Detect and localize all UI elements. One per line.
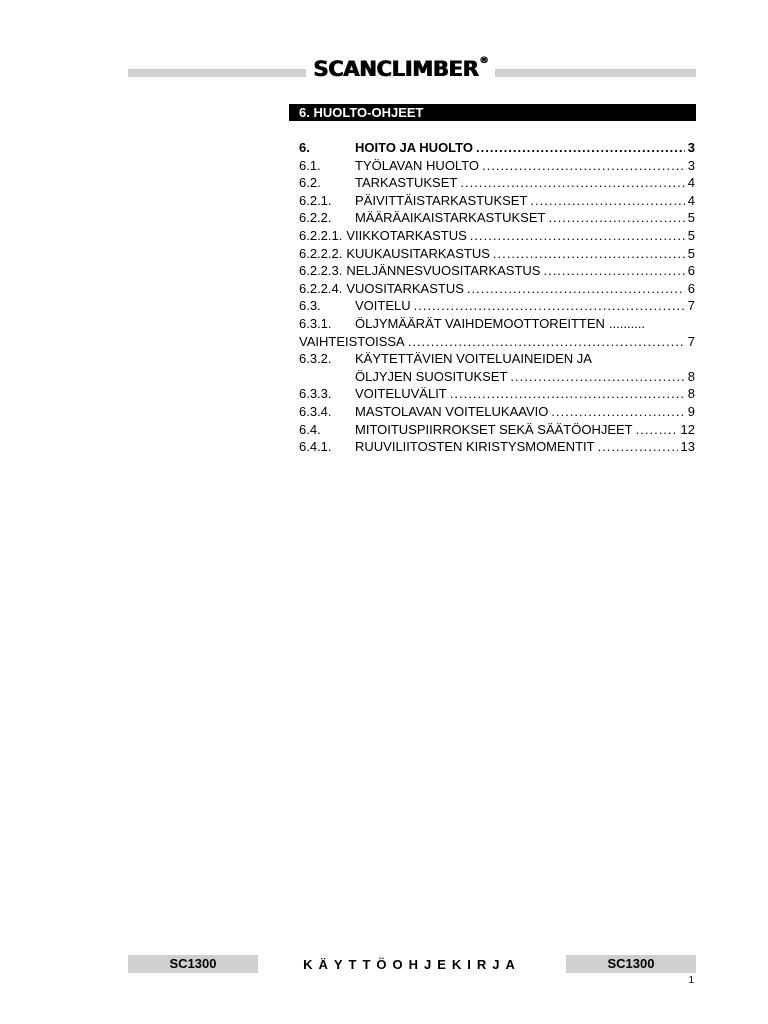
toc-entry-number: 6.4.1.: [299, 439, 332, 455]
toc-entry[interactable]: [299, 334, 695, 352]
toc-entry-number: 6.3.4.: [299, 403, 332, 419]
toc-entry-title: VAIHTEISTOISSA: [299, 333, 405, 349]
toc-leader-dots: [598, 439, 678, 454]
toc-entry-number: 6.2.2.4.: [299, 280, 343, 296]
toc-entry-page: 8: [687, 386, 695, 402]
toc-entry-number: 6.2.2.1.: [299, 227, 343, 243]
toc-leader-dots: [408, 334, 685, 349]
toc-leader-dots: [470, 228, 685, 243]
toc-entry-number: 6.: [299, 140, 310, 155]
scanclimber-logo: [306, 54, 495, 84]
toc-entry-number: 6.1.: [299, 157, 321, 173]
toc-entry[interactable]: [299, 386, 695, 404]
toc-entry-title: NELJÄNNESVUOSITARKASTUS: [346, 263, 541, 279]
toc-entry-page: 7: [687, 298, 695, 314]
toc-leader-dots: [636, 422, 678, 437]
toc-entry[interactable]: [299, 422, 695, 440]
toc-entry-page: 4: [687, 175, 695, 191]
registered-mark: ®: [479, 56, 488, 66]
toc-leader-dots: [548, 210, 684, 225]
toc-entry-title: KÄYTETTÄVIEN VOITELUAINEIDEN JA: [355, 351, 592, 367]
toc-entry-number: 6.3.1.: [299, 315, 332, 331]
toc-leader-dots: [482, 158, 685, 173]
toc-entry-number: 6.2.2.: [299, 210, 332, 226]
toc-entry[interactable]: [299, 228, 695, 246]
toc-entry-title: VOITELUVÄLIT: [355, 386, 447, 402]
toc-entry-title: RUUVILIITOSTEN KIRISTYSMOMENTIT: [355, 439, 595, 455]
toc-leader-dots: [543, 263, 684, 278]
toc-leader-dots: [460, 175, 684, 190]
toc-entry-title: MASTOLAVAN VOITELUKAAVIO: [355, 403, 549, 419]
toc-entry-number: 6.2.2.3.: [299, 263, 343, 279]
toc-entry-page: 3: [687, 140, 695, 155]
toc-entry-number: 6.2.2.2.: [299, 245, 343, 261]
toc-entry[interactable]: [299, 175, 695, 193]
toc-entry-number: 6.3.: [299, 298, 321, 314]
toc-entry-title: HOITO JA HUOLTO: [355, 140, 473, 155]
toc-entry-page: 9: [687, 403, 695, 419]
footer-model-left: SC1300: [128, 955, 258, 973]
toc-entry[interactable]: [299, 210, 695, 228]
toc-leader-dots: [414, 298, 685, 313]
toc-entry-page: 7: [687, 333, 695, 349]
toc-entry[interactable]: [299, 404, 695, 422]
toc-entry-page: 5: [687, 210, 695, 226]
table-of-contents: [299, 140, 695, 457]
toc-leader-dots: [476, 140, 685, 155]
toc-entry[interactable]: [299, 158, 695, 176]
toc-entry[interactable]: [299, 193, 695, 211]
footer-model-right: SC1300: [566, 955, 696, 973]
toc-entry-number: 6.4.: [299, 421, 321, 437]
logo-text: SCANCLIMBER: [313, 57, 479, 81]
toc-entry-page: 13: [680, 439, 695, 455]
toc-entry[interactable]: [299, 263, 695, 281]
toc-entry-number: 6.2.: [299, 175, 321, 191]
toc-entry-title: MITOITUSPIIRROKSET SEKÄ SÄÄTÖOHJEET: [355, 421, 633, 437]
toc-entry[interactable]: [299, 351, 695, 369]
toc-entry[interactable]: [299, 439, 695, 457]
toc-leader-dots: [467, 281, 685, 296]
toc-leader-dots: [493, 246, 685, 261]
toc-entry[interactable]: [299, 246, 695, 264]
toc-entry-page: 8: [687, 368, 695, 384]
toc-leader-dots: [551, 404, 684, 419]
toc-entry[interactable]: [299, 140, 695, 158]
toc-entry-title: PÄIVITTÄISTARKASTUKSET: [355, 192, 528, 208]
toc-entry-page: 5: [687, 245, 695, 261]
toc-entry-title: TARKASTUKSET: [355, 175, 458, 191]
toc-entry[interactable]: [299, 316, 695, 334]
toc-entry-title: ÖLJYJEN SUOSITUKSET: [355, 368, 508, 384]
toc-entry[interactable]: [299, 281, 695, 299]
toc-entry-title: VUOSITARKASTUS: [346, 280, 464, 296]
toc-entry-page: 6: [687, 263, 695, 279]
toc-trailing-dots: ..........: [608, 315, 646, 331]
toc-entry-number: 6.2.1.: [299, 192, 332, 208]
toc-entry-number: 6.3.2.: [299, 351, 332, 367]
toc-entry-number: 6.3.3.: [299, 386, 332, 402]
toc-entry-title: KUUKAUSITARKASTUS: [346, 245, 490, 261]
toc-entry-title: VIIKKOTARKASTUS: [346, 227, 467, 243]
toc-entry[interactable]: [299, 298, 695, 316]
toc-entry-title: VOITELU: [355, 298, 411, 314]
toc-entry-page: 4: [687, 192, 695, 208]
toc-entry-page: 12: [680, 421, 695, 437]
toc-entry-title: MÄÄRÄAIKAISTARKASTUKSET: [355, 210, 546, 226]
toc-leader-dots: [530, 193, 684, 208]
toc-entry-title: ÖLJYMÄÄRÄT VAIHDEMOOTTOREITTEN: [355, 315, 605, 331]
toc-entry[interactable]: [299, 369, 695, 387]
page-number: 1: [688, 975, 694, 986]
toc-entry-page: 5: [687, 227, 695, 243]
toc-leader-dots: [510, 369, 684, 384]
toc-leader-dots: [450, 386, 685, 401]
section-heading: 6. HUOLTO-OHJEET: [289, 104, 696, 121]
footer-manual-title: KÄYTTÖOHJEKIRJA: [303, 957, 521, 972]
toc-entry-page: 6: [687, 280, 695, 296]
toc-entry-page: 3: [687, 157, 695, 173]
toc-entry-title: TYÖLAVAN HUOLTO: [355, 157, 480, 173]
